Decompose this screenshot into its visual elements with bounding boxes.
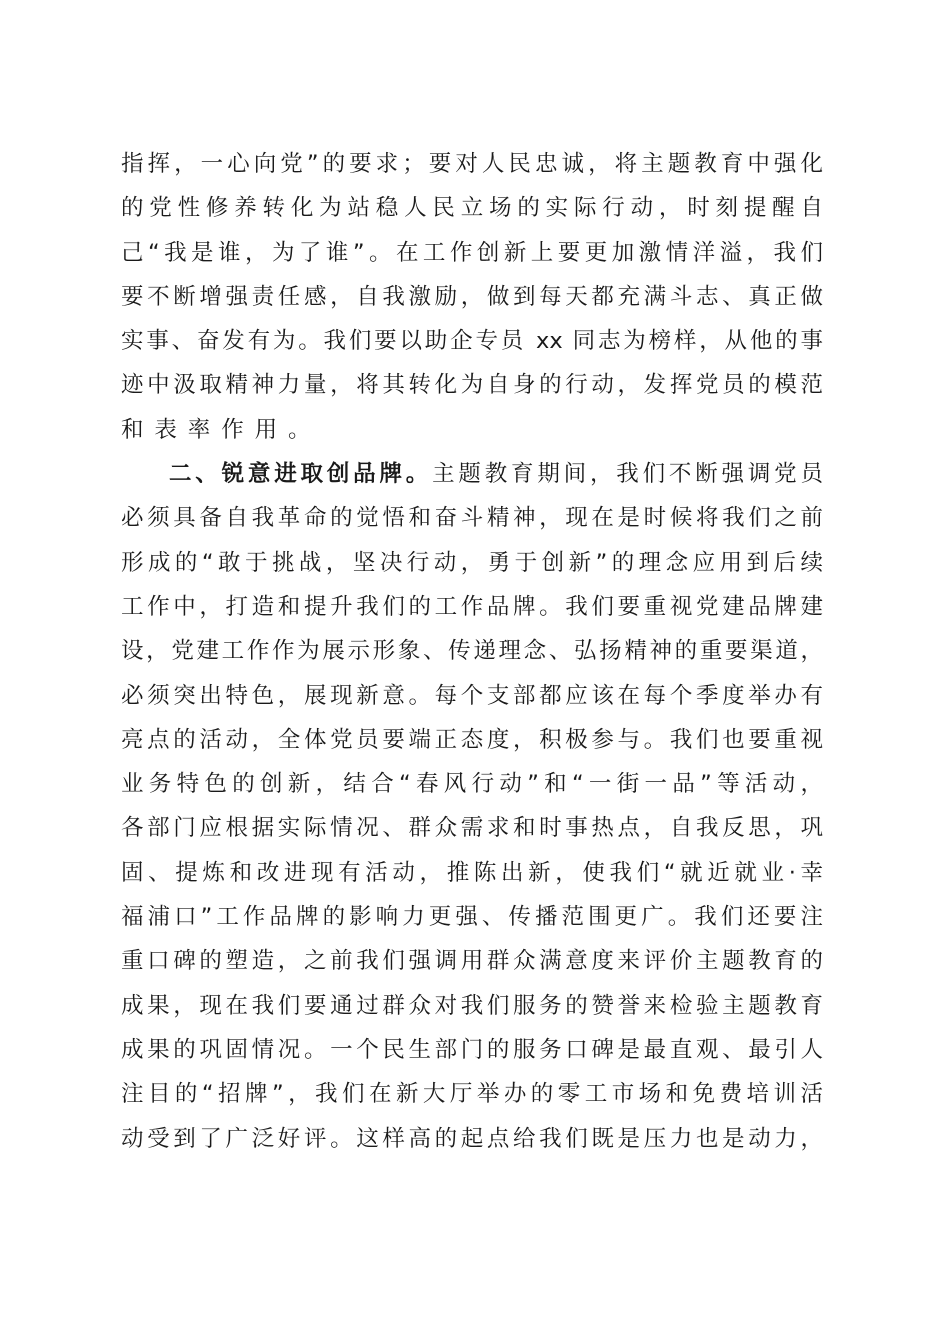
text-line: 必须具备自我革命的觉悟和奋斗精神，现在是时候将我们之前: [121, 505, 823, 532]
text-line: 设，党建工作作为展示形象、传递理念、弘扬精神的重要渠道，: [121, 638, 823, 665]
document-body: [121, 146, 823, 1165]
text-line: 迹中汲取精神力量，将其转化为自身的行动，发挥党员的模范: [121, 372, 823, 399]
text-line: 重口碑的塑造，之前我们强调用群众满意度来评价主题教育的: [121, 948, 823, 975]
paragraph-party-loyalty: [121, 146, 823, 456]
text-line: 成果的巩固情况。一个民生部门的服务口碑是最直观、最引人: [121, 1036, 823, 1063]
text-line: 固、提炼和改进现有活动，推陈出新，使我们“就近就业·幸: [121, 859, 823, 886]
text-line-with-heading: [121, 456, 823, 500]
text-line: 的党性修养转化为站稳人民立场的实际行动，时刻提醒自: [121, 195, 823, 222]
text-line: 实事、奋发有为。我们要以助企专员 xx 同志为榜样，从他的事: [121, 328, 823, 355]
text-line: 指挥，一心向党”的要求；要对人民忠诚，将主题教育中强化: [121, 151, 823, 177]
text-line: 必须突出特色，展现新意。每个支部都应该在每个季度举办有: [121, 682, 823, 709]
text-line: 工作中，打造和提升我们的工作品牌。我们要重视党建品牌建: [121, 593, 823, 620]
text-line: 福浦口”工作品牌的影响力更强、传播范围更广。我们还要注: [121, 904, 823, 931]
text-line: 和表率作用。: [121, 416, 322, 443]
section-heading: 二、锐意进取创品牌。: [169, 461, 433, 488]
text-line: 己“我是谁，为了谁”。在工作创新上要更加激情洋溢，我们: [121, 239, 823, 266]
text-line: 注目的“招牌”，我们在新大厅举办的零工市场和免费培训活: [121, 1081, 823, 1108]
text-line: 形成的“敢于挑战，坚决行动，勇于创新”的理念应用到后续: [121, 549, 823, 576]
text-line: 要不断增强责任感，自我激励，做到每天都充满斗志、真正做: [121, 283, 823, 310]
text-line: 业务特色的创新，结合“春风行动”和“一街一品”等活动，: [121, 771, 823, 798]
text-line: 亮点的活动，全体党员要端正态度，积极参与。我们也要重视: [121, 726, 823, 753]
text-line: 各部门应根据实际情况、群众需求和时事热点，自我反思，巩: [121, 815, 823, 842]
heading-line-text: 主题教育期间，我们不断强调党员: [432, 461, 823, 488]
text-line: 成果，现在我们要通过群众对我们服务的赞誉来检验主题教育: [121, 992, 823, 1019]
paragraph-brand-building: [121, 456, 823, 1165]
text-line: 动受到了广泛好评。这样高的起点给我们既是压力也是动力，: [121, 1125, 823, 1152]
